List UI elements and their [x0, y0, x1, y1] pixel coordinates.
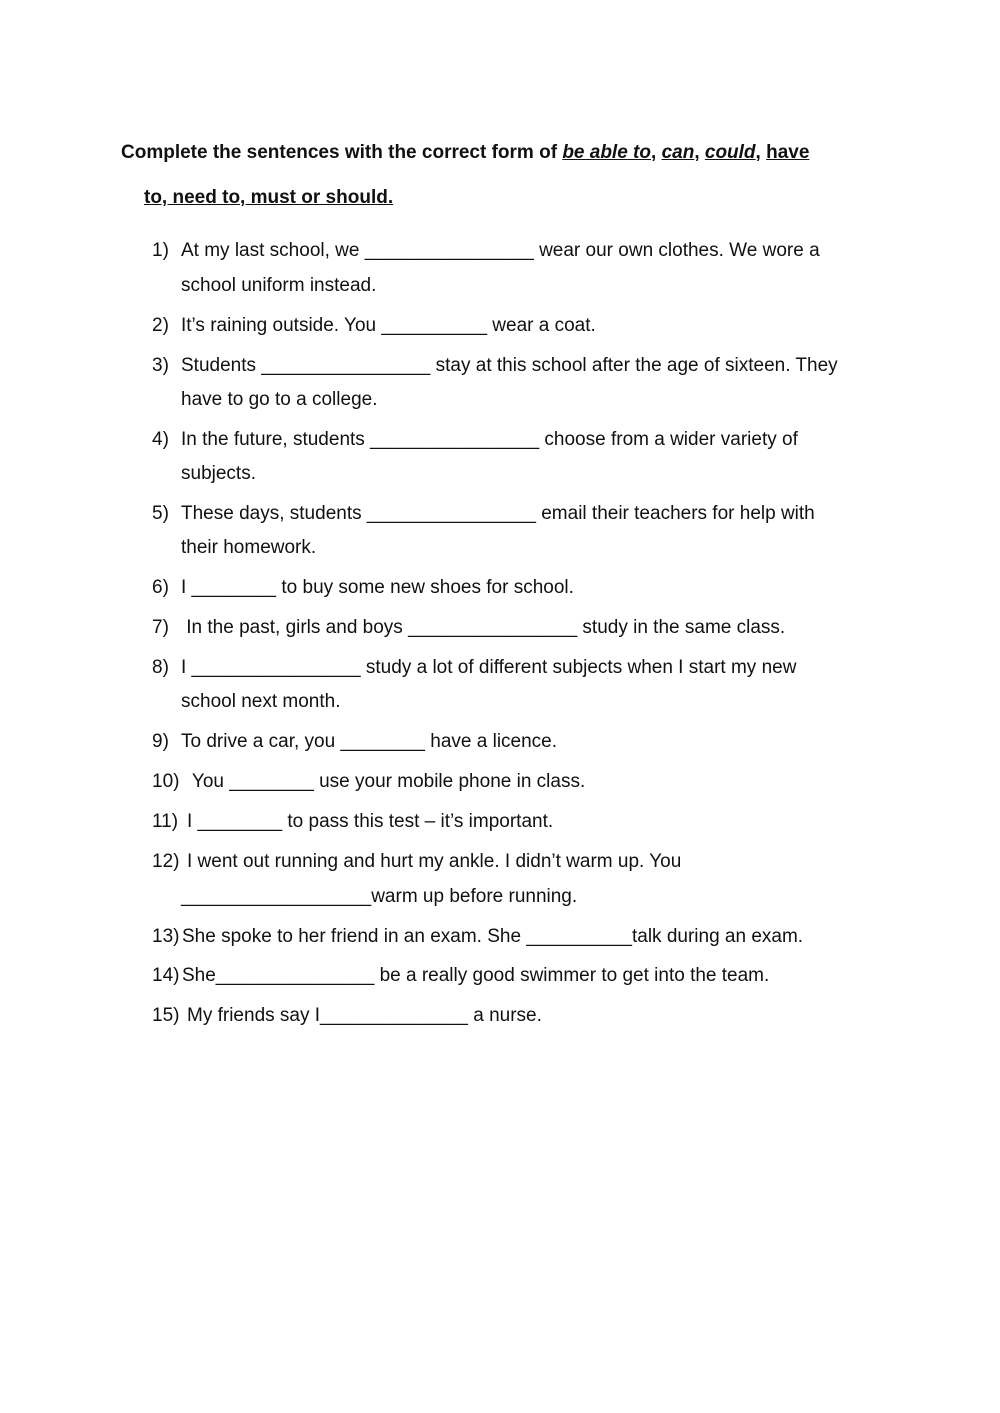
- exercise-number: 10): [152, 771, 180, 792]
- exercise-text: At my last school, we ________________ wear our own clothes. We wore a: [181, 240, 820, 261]
- exercise-number: 1): [152, 240, 169, 261]
- exercise-text: I went out running and hurt my ankle. I didn’t warm up. You: [187, 851, 682, 872]
- exercise-number: 13): [152, 926, 180, 947]
- separator: ,: [755, 142, 767, 163]
- exercise-text: I ________________ study a lot of different subjects when I start my new: [181, 657, 797, 678]
- exercise-number: 8): [152, 657, 169, 678]
- instructions-line-1: [121, 142, 809, 164]
- exercise-continuation: have to go to a college.: [181, 389, 378, 410]
- separator: ,: [694, 142, 705, 163]
- exercise-text: You ________ use your mobile phone in class.: [187, 771, 586, 792]
- instructions-prefix: Complete the sentences with the correct form of: [121, 142, 563, 163]
- keyword-be-able-to: be able to: [562, 142, 651, 163]
- exercise-text: In the future, students ________________ choose from a wider variety of: [181, 429, 798, 450]
- exercise-continuation: school next month.: [181, 691, 341, 712]
- exercise-text: I ________ to pass this test – it’s important.: [187, 811, 554, 832]
- exercise-number: 7): [152, 617, 169, 638]
- separator: ,: [651, 142, 662, 163]
- exercise-number: 12): [152, 851, 180, 872]
- exercise-number: 11): [152, 811, 179, 832]
- keyword-have: have: [766, 142, 810, 163]
- keyword-can: can: [661, 142, 695, 163]
- keyword-could: could: [704, 142, 756, 163]
- exercise-number: 2): [152, 315, 169, 336]
- exercise-number: 15): [152, 1005, 180, 1026]
- exercise-continuation: __________________warm up before running.: [181, 886, 578, 907]
- exercise-number: 6): [152, 577, 169, 598]
- exercise-text: In the past, girls and boys ________________ study in the same class.: [181, 617, 786, 638]
- exercise-text: Students ________________ stay at this school after the age of sixteen. They: [181, 355, 838, 376]
- exercise-number: 5): [152, 503, 169, 524]
- exercise-continuation: their homework.: [181, 537, 317, 558]
- exercise-continuation: school uniform instead.: [181, 275, 377, 296]
- instructions-line-2: to, need to, must or should.: [144, 187, 394, 208]
- exercise-number: 4): [152, 429, 169, 450]
- exercise-text: These days, students ________________ email their teachers for help with: [181, 503, 815, 524]
- exercise-text: To drive a car, you ________ have a licence.: [181, 731, 558, 752]
- exercise-number: 3): [152, 355, 169, 376]
- exercise-number: 9): [152, 731, 169, 752]
- exercise-text: It’s raining outside. You __________ wear a coat.: [181, 315, 596, 336]
- exercise-number: 14): [152, 965, 180, 986]
- exercise-text: She_______________ be a really good swimmer to get into the team.: [182, 965, 770, 986]
- exercise-text: I ________ to buy some new shoes for school.: [181, 577, 574, 598]
- exercise-text: She spoke to her friend in an exam. She __________talk during an exam.: [182, 926, 804, 947]
- exercise-continuation: subjects.: [181, 463, 256, 484]
- exercise-text: My friends say I______________ a nurse.: [187, 1005, 542, 1026]
